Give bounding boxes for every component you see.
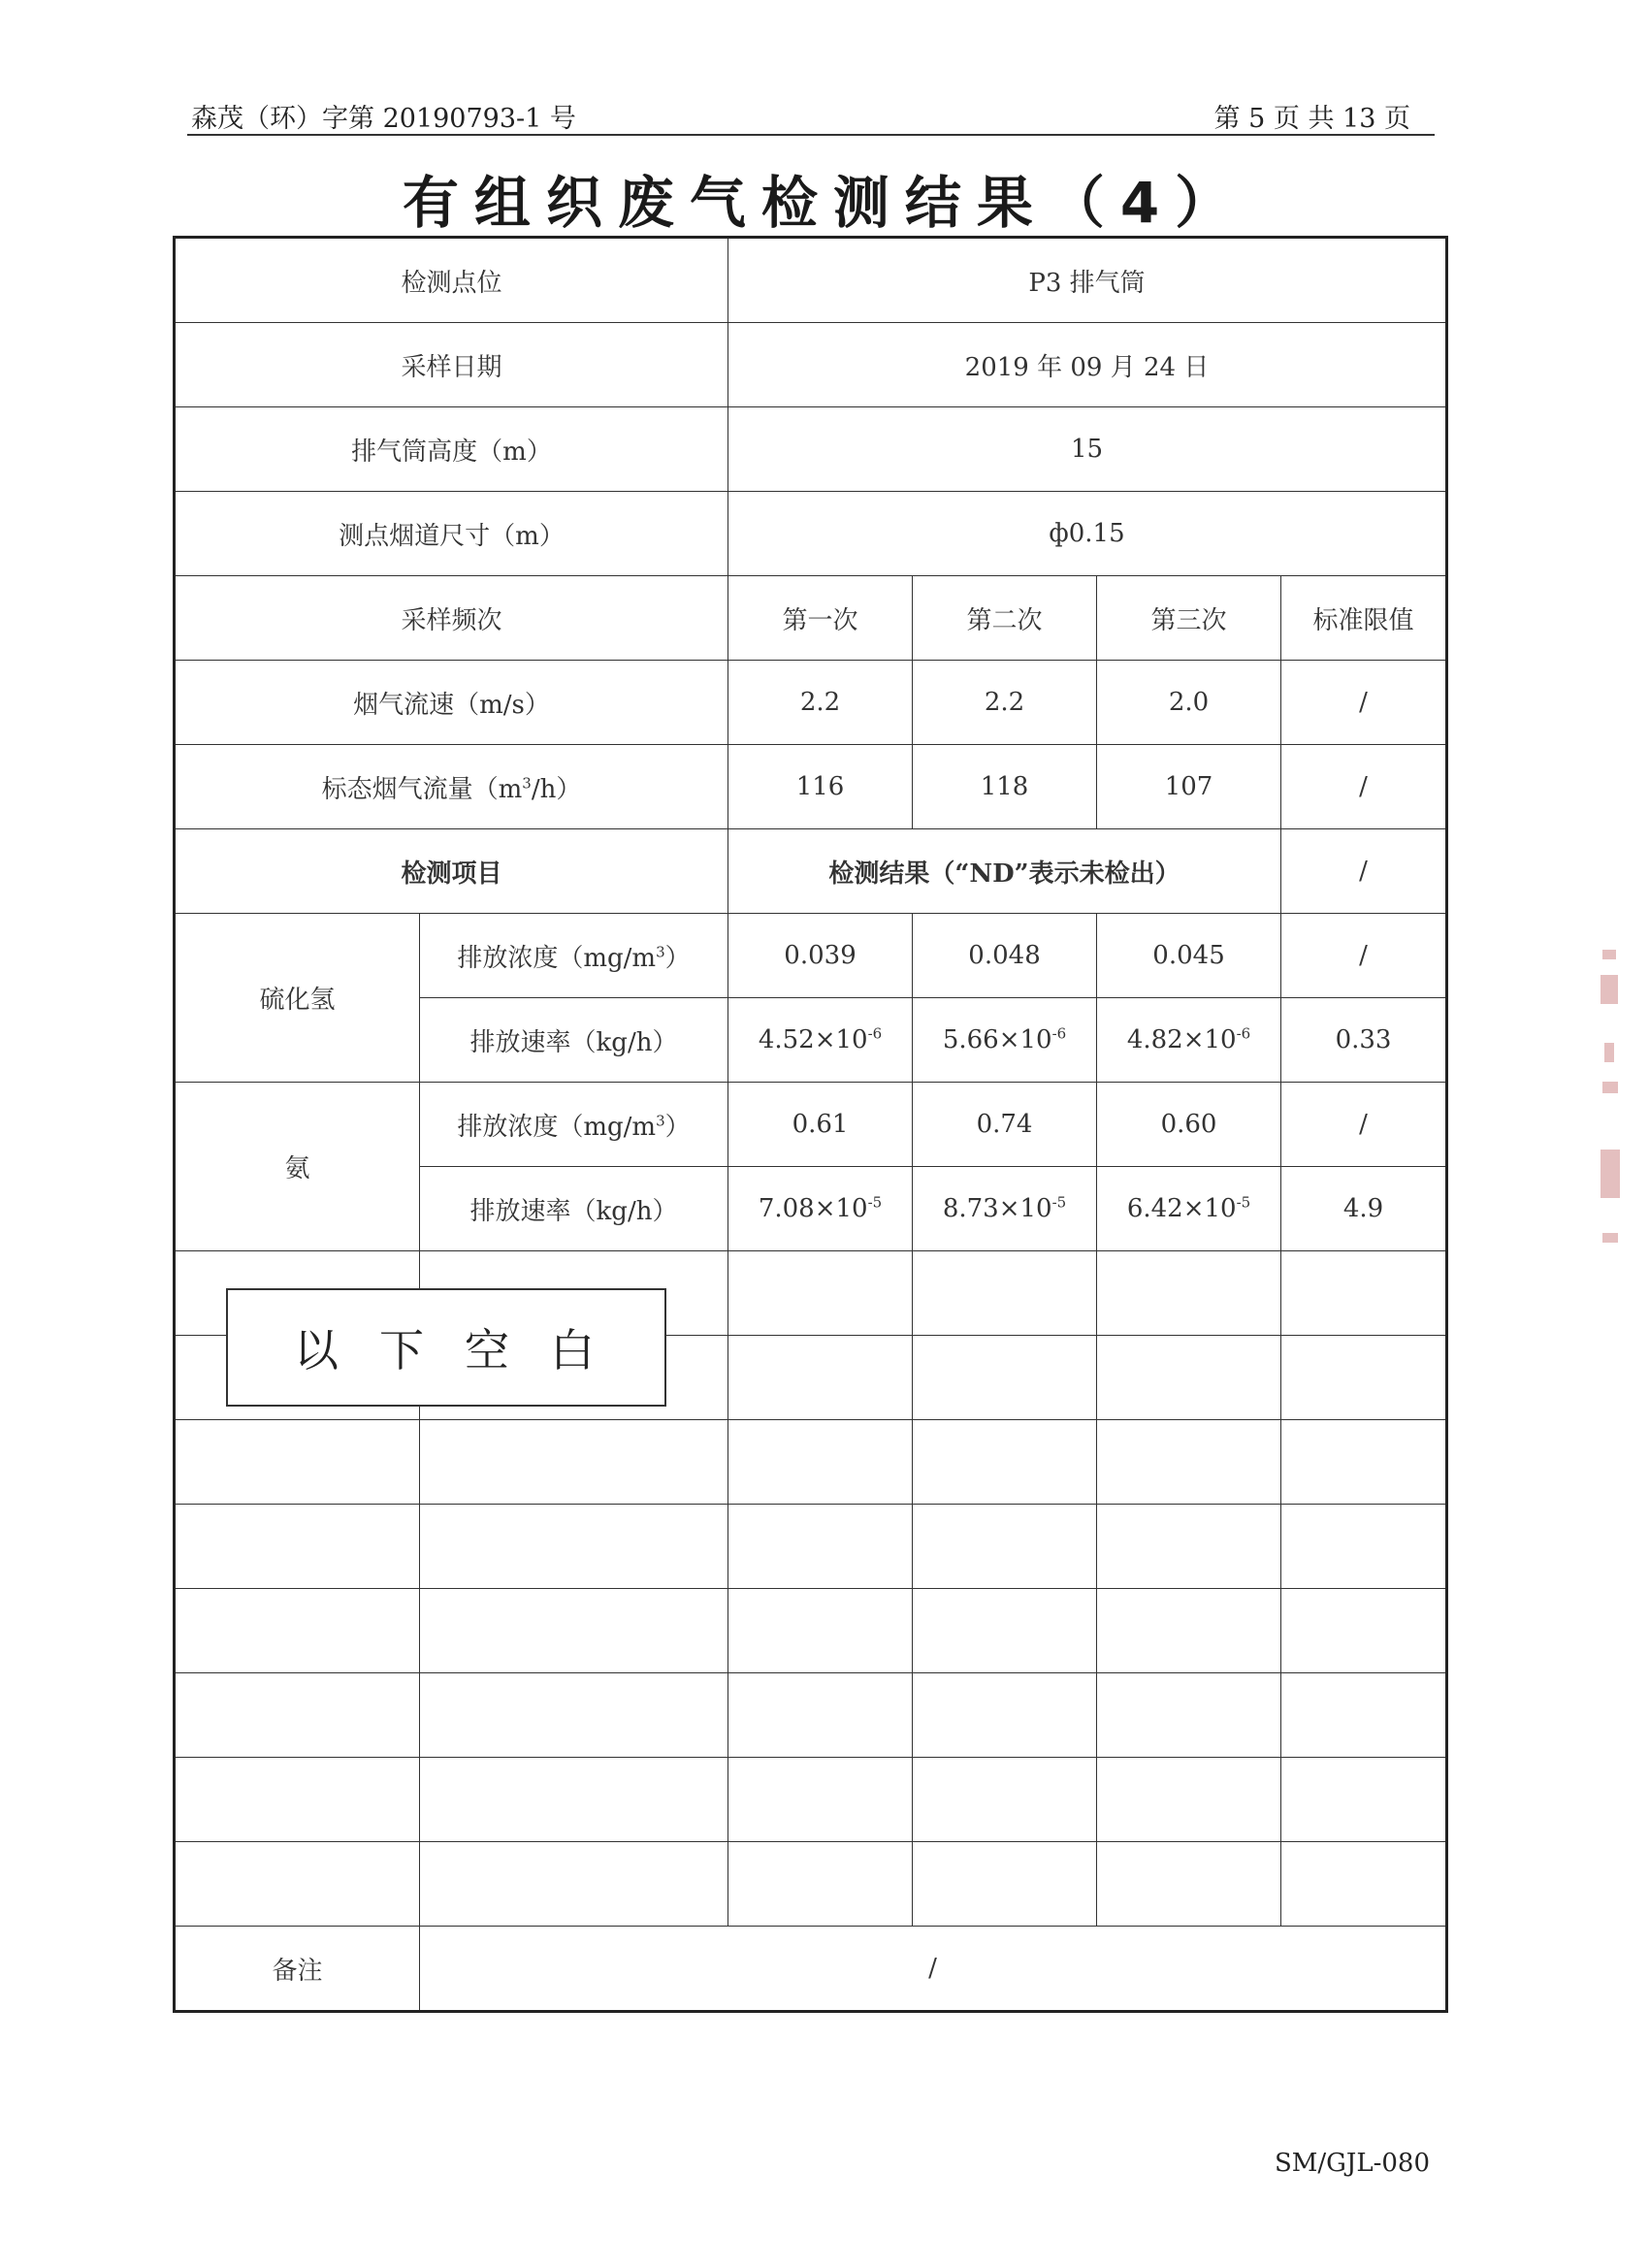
red-seal-fragment	[1599, 946, 1622, 1256]
table-row	[175, 661, 1447, 745]
flow-value-3: 107	[1097, 745, 1281, 829]
item-label: 检测项目	[175, 829, 728, 914]
table-row	[175, 492, 1447, 576]
h2s-conc-limit: /	[1281, 914, 1447, 998]
result-label: 检测结果（“ND”表示未检出）	[728, 829, 1281, 914]
table-row	[175, 576, 1447, 661]
speed-value-2: 2.2	[913, 661, 1097, 745]
h2s-rate-label: 排放速率（kg/h）	[420, 998, 728, 1083]
table-row	[175, 323, 1447, 407]
nh3-conc-3: 0.60	[1097, 1083, 1281, 1167]
point-value: P3 排气筒	[728, 238, 1447, 323]
table-row	[175, 1083, 1447, 1167]
date-label: 采样日期	[175, 323, 728, 407]
blank-row	[175, 1673, 1447, 1758]
point-label: 检测点位	[175, 238, 728, 323]
size-value: ф0.15	[728, 492, 1447, 576]
blank-below-stamp: 以下空白	[226, 1288, 666, 1407]
page-title: 有组织废气检测结果（4）	[402, 170, 1247, 236]
nh3-rate-1: $7.08\times 10^{-5}$	[728, 1167, 913, 1251]
nh3-conc-label: 排放浓度$(mg/m^3)$	[420, 1083, 728, 1167]
result-limit: /	[1281, 829, 1447, 914]
form-code: SM/GJL-080	[1274, 2149, 1430, 2178]
nh3-rate-limit: 4.9	[1281, 1167, 1447, 1251]
results-table	[173, 236, 1448, 2013]
table-row	[175, 745, 1447, 829]
height-label: 排气筒高度（m）	[175, 407, 728, 492]
blank-row	[175, 1842, 1447, 1927]
nh3-name: 氨	[175, 1083, 420, 1251]
freq-label: 采样频次	[175, 576, 728, 661]
blank-row	[175, 1758, 1447, 1842]
remarks-label: 备注	[175, 1927, 420, 2012]
nh3-conc-limit: /	[1281, 1083, 1447, 1167]
report-number: 森茂（环）字第 20190793-1 号	[191, 104, 576, 134]
date-value: 2019 年 09 月 24 日	[728, 323, 1447, 407]
h2s-conc-label: 排放浓度$(mg/m^3)$	[420, 914, 728, 998]
h2s-name: 硫化氢	[175, 914, 420, 1083]
freq-col-2: 第二次	[913, 576, 1097, 661]
size-label: 测点烟道尺寸（m）	[175, 492, 728, 576]
flow-value-1: 116	[728, 745, 913, 829]
h2s-rate-3: $4.82\times 10^{-6}$	[1097, 998, 1281, 1083]
blank-row	[175, 1420, 1447, 1505]
h2s-conc-3: 0.045	[1097, 914, 1281, 998]
remarks-value: /	[420, 1927, 1447, 2012]
table-row	[175, 829, 1447, 914]
table-row	[175, 238, 1447, 323]
table-row	[175, 1927, 1447, 2012]
nh3-rate-2: $8.73\times 10^{-5}$	[913, 1167, 1097, 1251]
blank-row	[175, 1505, 1447, 1589]
nh3-conc-1: 0.61	[728, 1083, 913, 1167]
flow-label: 标态烟气流量$(m^3/h)$	[175, 745, 728, 829]
flow-limit: /	[1281, 745, 1447, 829]
table-row	[175, 914, 1447, 998]
page-info: 第 5 页 共 13 页	[1213, 104, 1410, 134]
speed-label: 烟气流速（m/s）	[175, 661, 728, 745]
nh3-rate-label: 排放速率（kg/h）	[420, 1167, 728, 1251]
flow-value-2: 118	[913, 745, 1097, 829]
blank-row	[175, 1589, 1447, 1673]
freq-col-limit: 标准限值	[1281, 576, 1447, 661]
header-divider	[187, 134, 1435, 136]
speed-value-1: 2.2	[728, 661, 913, 745]
h2s-rate-limit: 0.33	[1281, 998, 1447, 1083]
table-row	[175, 407, 1447, 492]
nh3-rate-3: $6.42\times 10^{-5}$	[1097, 1167, 1281, 1251]
freq-col-1: 第一次	[728, 576, 913, 661]
h2s-conc-1: 0.039	[728, 914, 913, 998]
speed-limit: /	[1281, 661, 1447, 745]
freq-col-3: 第三次	[1097, 576, 1281, 661]
nh3-conc-2: 0.74	[913, 1083, 1097, 1167]
speed-value-3: 2.0	[1097, 661, 1281, 745]
height-value: 15	[728, 407, 1447, 492]
h2s-rate-1: $4.52\times 10^{-6}$	[728, 998, 913, 1083]
h2s-conc-2: 0.048	[913, 914, 1097, 998]
h2s-rate-2: $5.66\times 10^{-6}$	[913, 998, 1097, 1083]
